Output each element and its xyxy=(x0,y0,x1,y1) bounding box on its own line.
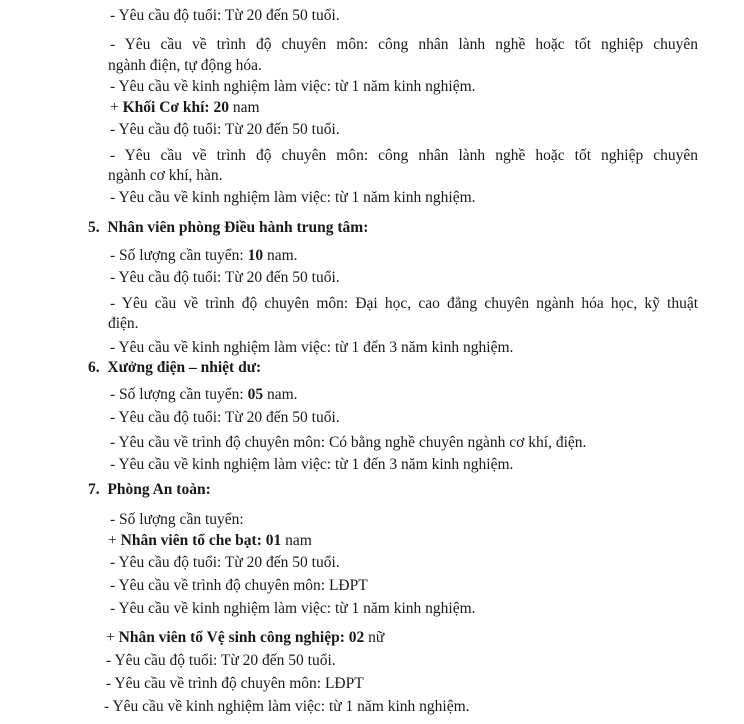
experience-line: - Yêu cầu về kinh nghiệm làm việc: từ 1 năm kinh nghiệm. xyxy=(110,78,476,95)
section-heading-6: 6. Xưởng điện – nhiệt dư: xyxy=(88,359,262,376)
subgroup-heading-cleaning: + Nhân viên tổ Vệ sinh công nghiệp: 02 nữ xyxy=(106,629,385,646)
experience-line: - Yêu cầu về kinh nghiệm làm việc: từ 1 đến 3 năm kinh nghiệm. xyxy=(110,339,514,356)
headcount-line: - Số lượng cần tuyển: 10 nam. xyxy=(110,247,298,264)
qualification-continuation: điện. xyxy=(108,315,139,332)
section-heading-5: 5. Nhân viên phòng Điều hành trung tâm: xyxy=(88,219,369,236)
subgroup-heading-tarp: + Nhân viên tổ che bạt: 01 nam xyxy=(108,532,312,549)
qualification-line: - Yêu cầu về trình độ chuyên môn: LĐPT xyxy=(106,675,364,692)
section-title: Xưởng điện – nhiệt dư: xyxy=(107,359,262,376)
qualification-continuation: ngành cơ khí, hàn. xyxy=(108,167,223,184)
experience-line: - Yêu cầu về kinh nghiệm làm việc: từ 1 năm kinh nghiệm. xyxy=(110,600,476,617)
section-title: Nhân viên phòng Điều hành trung tâm: xyxy=(107,219,369,236)
section-heading-7: 7. Phòng An toàn: xyxy=(88,481,211,498)
age-requirement-line: - Yêu cầu độ tuổi: Từ 20 đến 50 tuổi. xyxy=(110,409,340,426)
qualification-line: - Yêu cầu về trình độ chuyên môn: LĐPT xyxy=(110,577,368,594)
qualification-line: - Yêu cầu về trình độ chuyên môn: Có bằng nghề chuyên ngành cơ khí, điện. xyxy=(110,434,587,451)
subgroup-heading-mechanical: + Khối Cơ khí: 20 nam xyxy=(110,99,260,116)
age-requirement-line: - Yêu cầu độ tuổi: Từ 20 đến 50 tuổi. xyxy=(106,652,336,669)
age-requirement-line: - Yêu cầu độ tuổi: Từ 20 đến 50 tuổi. xyxy=(110,7,340,24)
subgroup-title: Nhân viên tổ Vệ sinh công nghiệp: 02 xyxy=(118,629,365,646)
qualification-line: - Yêu cầu về trình độ chuyên môn: Đại học, cao đẳng chuyên ngành hóa học, kỹ thuật xyxy=(110,295,698,312)
experience-line: - Yêu cầu về kinh nghiệm làm việc: từ 1 đến 3 năm kinh nghiệm. xyxy=(110,456,514,473)
age-requirement-line: - Yêu cầu độ tuổi: Từ 20 đến 50 tuổi. xyxy=(110,121,340,138)
age-requirement-line: - Yêu cầu độ tuổi: Từ 20 đến 50 tuổi. xyxy=(110,554,340,571)
qualification-line: - Yêu cầu về trình độ chuyên môn: công nhân lành nghề hoặc tốt nghiệp chuyên xyxy=(110,36,698,53)
headcount-line: - Số lượng cần tuyển: xyxy=(110,511,244,528)
subgroup-title: Khối Cơ khí: 20 xyxy=(122,99,229,116)
headcount-line: - Số lượng cần tuyển: 05 nam. xyxy=(110,386,298,403)
experience-line: - Yêu cầu về kinh nghiệm làm việc: từ 1 năm kinh nghiệm. xyxy=(104,698,470,715)
section-title: Phòng An toàn: xyxy=(107,481,211,498)
subgroup-title: Nhân viên tổ che bạt: 01 xyxy=(120,532,282,549)
experience-line: - Yêu cầu về kinh nghiệm làm việc: từ 1 năm kinh nghiệm. xyxy=(110,189,476,206)
qualification-continuation: ngành điện, tự động hóa. xyxy=(108,57,262,74)
age-requirement-line: - Yêu cầu độ tuổi: Từ 20 đến 50 tuổi. xyxy=(110,269,340,286)
qualification-line: - Yêu cầu về trình độ chuyên môn: công nhân lành nghề hoặc tốt nghiệp chuyên xyxy=(110,147,698,164)
